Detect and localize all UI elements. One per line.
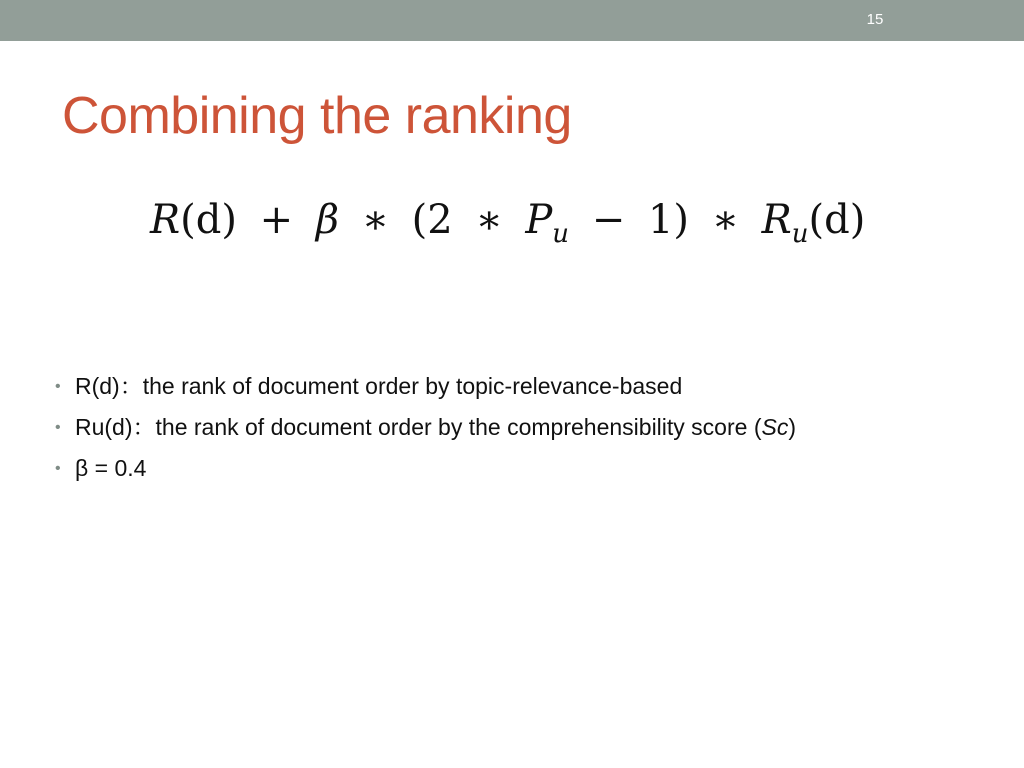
formula-r-arg: (d) bbox=[180, 197, 237, 243]
bullet-list bbox=[55, 366, 1015, 489]
bullet-text-italic: Sc bbox=[761, 414, 789, 440]
formula-ru-sub: u bbox=[791, 219, 809, 249]
formula-minus: − bbox=[591, 197, 626, 243]
bullet-dot-icon: • bbox=[55, 460, 61, 477]
formula-times-1: ∗ bbox=[361, 197, 389, 243]
bullet-dot-icon: • bbox=[55, 378, 61, 395]
bullet-text-end: ) bbox=[788, 414, 796, 440]
formula-p-base: P bbox=[525, 197, 553, 243]
formula-p-sub: u bbox=[552, 219, 570, 249]
bullet-item-rd bbox=[55, 366, 1015, 407]
bullet-item-beta bbox=[55, 448, 1015, 489]
bullet-text: β = 0.4 bbox=[75, 455, 147, 481]
formula-open-paren: (2 bbox=[411, 197, 453, 243]
bullet-text: Ru(d)：the rank of document order by the comprehensibility score ( bbox=[75, 414, 762, 440]
formula-ru-arg: (d) bbox=[808, 197, 866, 243]
bullet-item-rud bbox=[55, 407, 1015, 448]
formula-times-3: ∗ bbox=[711, 197, 739, 243]
formula-ru-func: R bbox=[761, 197, 792, 243]
slide-number: 15 bbox=[866, 11, 884, 28]
top-bar bbox=[0, 0, 1024, 41]
formula-plus: + bbox=[259, 197, 294, 243]
formula-r-func: R bbox=[150, 197, 181, 243]
formula-times-2: ∗ bbox=[475, 197, 503, 243]
ranking-formula bbox=[150, 197, 866, 249]
formula-beta: β bbox=[315, 197, 340, 243]
formula-close-paren: 1) bbox=[647, 197, 690, 243]
bullet-text: R(d)：the rank of document order by topic-relevance-based bbox=[75, 373, 683, 399]
bullet-dot-icon: • bbox=[55, 419, 61, 436]
slide-title: Combining the ranking bbox=[62, 87, 572, 145]
